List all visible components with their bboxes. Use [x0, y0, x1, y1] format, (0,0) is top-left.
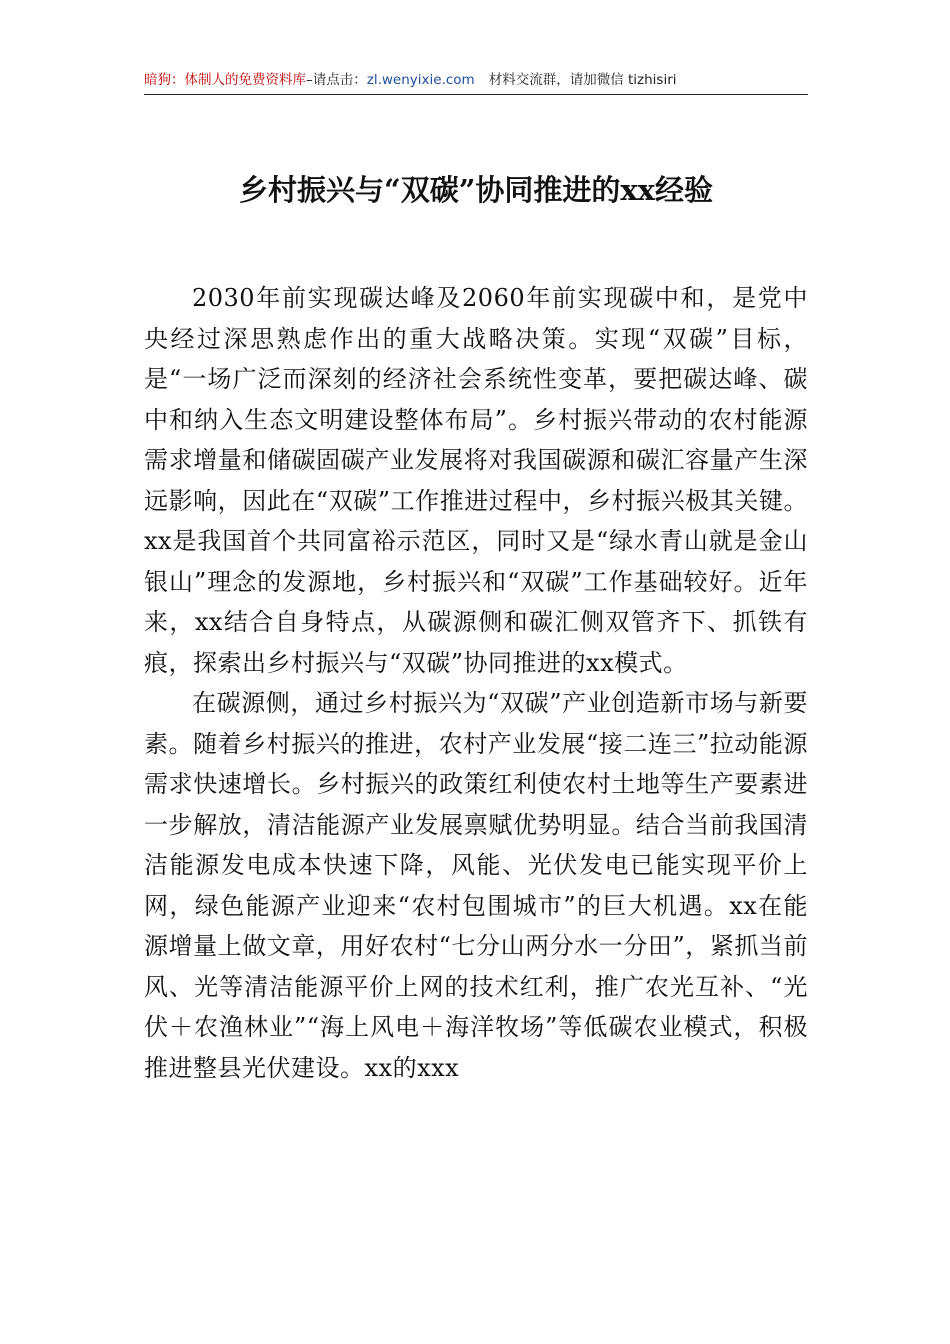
site-link[interactable]: zl.wenyixie.com — [366, 72, 475, 88]
document-title: 乡村振兴与“双碳”协同推进的xx经验 — [239, 173, 713, 207]
paragraph-2: 在碳源侧，通过乡村振兴为“双碳”产业创造新市场与新要素。随着乡村振兴的推进，农村产业发展“接二连三”拉动能源需求快速增长。乡村振兴的政策红利使农村土地等生产要素进一步解放，清洁能源产业发展禀赋优势明显。结合当前我国清洁能源发电成本快速下降，风能、光伏发电已能实现平价上网，绿色能源产业迎来“农村包围城市”的巨大机遇。xx在能源增量上做文章，用好农村“七分山两分水一分田”，紧抓当前风、光等清洁能源平价上网的技术红利，推广农光互补、“光伏＋农渔林业”“海上风电＋海洋牧场”等低碳农业模式，积极推进整县光伏建设。xx的xxx — [144, 689, 808, 1082]
contact-info: 材料交流群，请加微信 tizhisiri — [488, 72, 677, 88]
link-prefix: –请点击： — [306, 72, 367, 88]
paragraph-1: 2030年前实现碳达峰及2060年前实现碳中和，是党中央经过深思熟虑作出的重大战略决策。实现“双碳”目标，是“一场广泛而深刻的经济社会系统性变革，要把碳达峰、碳中和纳入生态文明建设整体布局”。乡村振兴带动的农村能源需求增量和储碳固碳产业发展将对我国碳源和碳汇容量产生深远影响，因此在“双碳”工作推进过程中，乡村振兴极其关键。xx是我国首个共同富裕示范区，同时又是“绿水青山就是金山银山”理念的发源地，乡村振兴和“双碳”工作基础较好。近年来，xx结合自身特点，从碳源侧和碳汇侧双管齐下、抓铁有痕，探索出乡村振兴与“双碳”协同推进的xx模式。 — [144, 284, 808, 677]
document-body — [144, 278, 808, 1088]
site-label: 暗狗：体制人的免费资料库 — [144, 72, 306, 88]
page-header — [144, 66, 808, 95]
